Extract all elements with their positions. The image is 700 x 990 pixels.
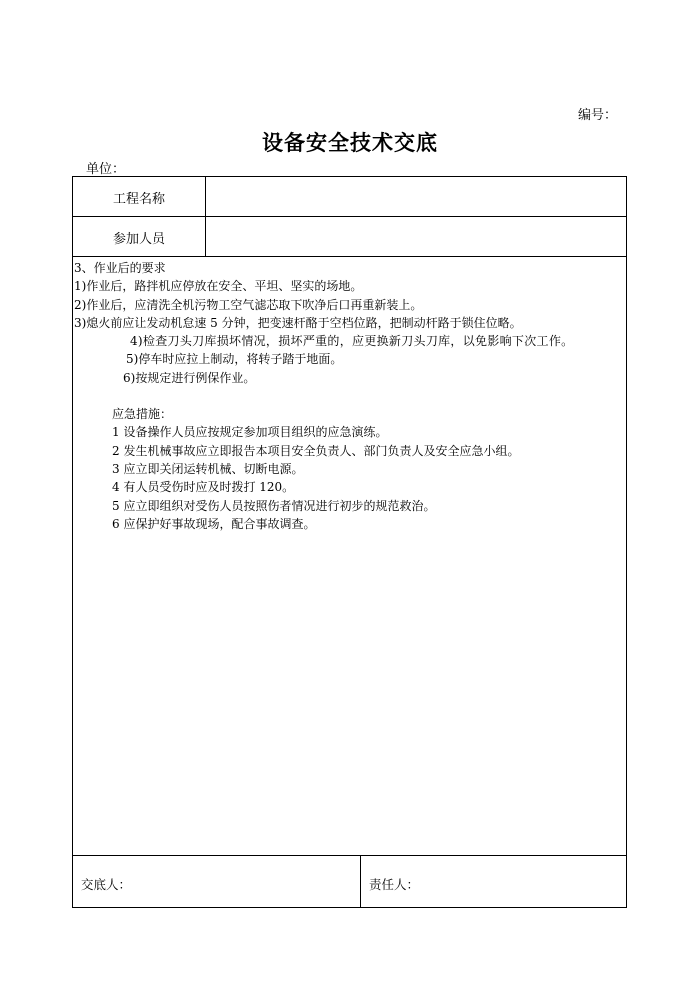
list-item: 1)作业后，路拌机应停放在安全、平坦、坚实的场地。 xyxy=(74,279,363,294)
disclosure-content xyxy=(74,259,624,533)
column-divider xyxy=(360,855,361,908)
list-item: 2)作业后，应清洗全机污物工空气滤芯取下吹净后口再重新装上。 xyxy=(74,297,423,312)
serial-number-label: 编号： xyxy=(578,108,618,123)
participants-label: 参加人员 xyxy=(112,232,165,247)
emergency-heading: 应急措施： xyxy=(112,407,173,422)
row-divider xyxy=(73,216,626,217)
list-item: 2 发生机械事故应立即报告本项目安全负责人、部门负责人及安全应急小组。 xyxy=(112,443,520,458)
unit-label: 单位： xyxy=(86,162,126,177)
row-divider xyxy=(73,855,626,856)
list-item: 4)检查刀头刀库损坏情况，损坏严重的，应更换新刀头刀库，以免影响下次工作。 xyxy=(130,334,574,349)
list-item: 5)停车时应拉上制动，将转子踏于地面。 xyxy=(126,352,343,367)
list-item: 1 设备操作人员应按规定参加项目组织的应急演练。 xyxy=(112,425,388,440)
list-item: 3 应立即关闭运转机械、切断电源。 xyxy=(112,461,304,476)
list-item: 4 有人员受伤时应及时拨打 120。 xyxy=(112,480,295,495)
disclosure-form xyxy=(72,176,627,908)
list-item: 6 应保护好事故现场，配合事故调查。 xyxy=(112,516,316,531)
list-item: 3)熄火前应让发动机怠速 5 分钟，把变速杆酪于空档位路，把制动杆路于锁住位略。 xyxy=(74,315,522,330)
page-title: 设备安全技术交底 xyxy=(262,130,438,155)
list-item: 5 应立即组织对受伤人员按照伤者情况进行初步的规范救治。 xyxy=(112,498,436,513)
handover-person-label: 交底人： xyxy=(81,877,132,892)
responsible-person-label: 责任人： xyxy=(369,877,420,892)
column-divider xyxy=(205,177,206,256)
list-item: 6)按规定进行例保作业。 xyxy=(123,370,256,385)
row-divider xyxy=(73,256,626,257)
requirements-heading: 3、作业后的要求 xyxy=(74,261,166,275)
project-name-label: 工程名称 xyxy=(112,192,165,207)
